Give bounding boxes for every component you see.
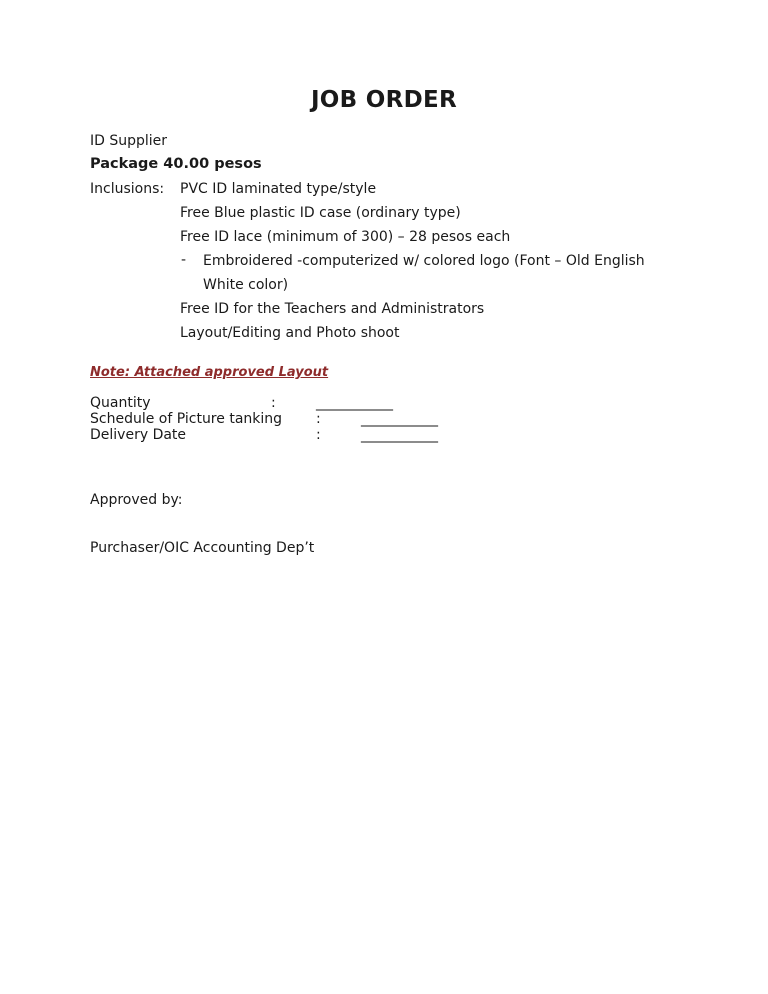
sub-bullet-line: White color) — [203, 277, 289, 293]
inclusion-item: Layout/Editing and Photo shoot — [180, 325, 400, 341]
sub-bullet-marker: - — [181, 252, 187, 268]
field-label-schedule: Schedule of Picture tanking — [90, 411, 283, 427]
supplier-label: ID Supplier — [90, 133, 168, 149]
page-title: JOB ORDER — [310, 87, 458, 113]
approved-by-label: Approved by: — [90, 492, 183, 508]
inclusion-item: PVC ID laminated type/style — [180, 181, 377, 197]
field-blank-schedule: ___________ — [361, 411, 438, 427]
field-blank-delivery: ___________ — [361, 427, 438, 443]
inclusion-item: Free Blue plastic ID case (ordinary type) — [180, 205, 461, 221]
field-label-quantity: Quantity — [90, 395, 151, 411]
inclusion-item: Free ID for the Teachers and Administrators — [180, 301, 485, 317]
field-colon: : — [271, 395, 276, 411]
field-colon: : — [316, 427, 321, 443]
inclusion-item: Free ID lace (minimum of 300) – 28 pesos each — [180, 229, 511, 245]
field-blank-quantity: ___________ — [316, 395, 393, 411]
field-colon: : — [316, 411, 321, 427]
signatory-label: Purchaser/OIC Accounting Dep’t — [90, 540, 315, 556]
sub-bullet-line: Embroidered -computerized w/ colored logo (Font – Old English — [203, 253, 645, 269]
note-text: Note: Attached approved Layout — [90, 365, 329, 380]
field-label-delivery: Delivery Date — [90, 427, 187, 443]
inclusions-label: Inclusions: — [90, 181, 165, 197]
package-label: Package 40.00 pesos — [90, 156, 262, 172]
